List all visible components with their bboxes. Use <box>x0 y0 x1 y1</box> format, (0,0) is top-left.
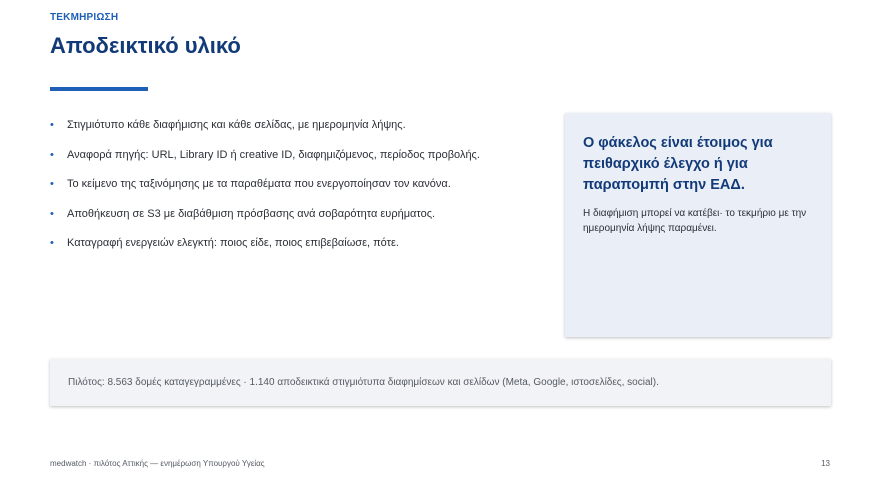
page-title: Αποδεικτικό υλικό <box>50 33 241 58</box>
bullet-item <box>50 207 550 221</box>
title-underline <box>50 87 148 91</box>
bullet-item <box>50 118 550 132</box>
bullet-item <box>50 236 550 250</box>
bullet-item <box>50 148 550 162</box>
section-eyebrow: ΤΕΚΜΗΡΙΩΣΗ <box>50 12 119 23</box>
pilot-stats-bar <box>50 359 831 406</box>
callout-heading: Ο φάκελος είναι έτοιμος για πειθαρχικό έλεγχο ή για παραπομπή στην ΕΑΔ. <box>583 135 773 193</box>
bullet-dot-icon: • <box>50 148 54 161</box>
bullet-text: Αναφορά πηγής: URL, Library ID ή creative ID, διαφημιζόμενος, περίοδος προβολής. <box>67 148 480 161</box>
bullet-text: Στιγμιότυπο κάθε διαφήμισης και κάθε σελίδας, με ημερομηνία λήψης. <box>67 119 406 131</box>
callout-body: Η διαφήμιση μπορεί να κατέβει· το τεκμήριο με την ημερομηνία λήψης παραμένει. <box>583 208 807 234</box>
bullet-text: Αποθήκευση σε S3 με διαβάθμιση πρόσβασης ανά σοβαρότητα ευρήματος. <box>67 207 436 220</box>
bullet-text: Το κείμενο της ταξινόμησης με τα παραθέματα που ενεργοποίησαν τον κανόνα. <box>67 178 451 190</box>
bullet-text: Καταγραφή ενεργειών ελεγκτή: ποιος είδε, ποιος επιβεβαίωσε, πότε. <box>67 237 399 249</box>
readiness-callout <box>565 113 831 337</box>
bullet-dot-icon: • <box>50 119 54 131</box>
bullet-dot-icon: • <box>50 237 54 249</box>
bullet-dot-icon: • <box>50 207 54 220</box>
pilot-stats-text: Πιλότος: 8.563 δομές καταγεγραμμένες · 1.140 αποδεικτικά στιγμιότυπα διαφημίσεων και σελίδων (Meta, Google, ιστοσελίδες, social). <box>68 377 659 388</box>
bullet-dot-icon: • <box>50 178 54 190</box>
page-number: 13 <box>821 459 830 468</box>
evidence-bullet-list <box>50 118 550 266</box>
footer-caption: medwatch · πιλότος Αττικής — ενημέρωση Υπουργού Υγείας <box>50 459 265 468</box>
bullet-item <box>50 177 550 191</box>
